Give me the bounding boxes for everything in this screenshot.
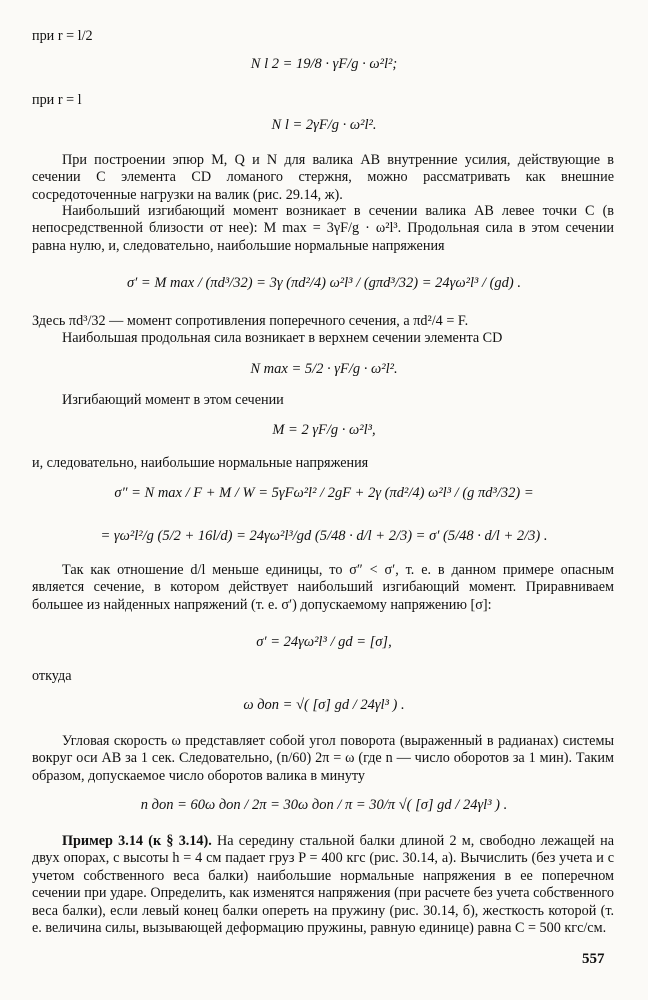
paragraph-max-moment: Наибольший изгибающий момент возникает в сечении валика AB левее точки C (в непосредственной близости от нее): M max = 3γF/g · ω²l³. Продольная сила в этом сечении равна нулю, и, следовательно, наибольшие нормальные напряжения (32, 203, 614, 254)
formula-sigma-double-prime: σ″ = N max / F + M / W = 5γFω²l² / 2gF + 2γ (πd²/4) ω²l³ / (g πd³/32) = (114, 485, 534, 501)
paragraph-bending-moment: Изгибающий момент в этом сечении (62, 392, 284, 408)
paragraph-max-normal-stress: и, следовательно, наибольшие нормальные напряжения (32, 455, 369, 471)
formula-m: M = 2 γF/g · ω²l³, (272, 422, 376, 438)
formula-n-max: N max = 5/2 · γF/g · ω²l². (250, 361, 398, 377)
page-number: 557 (582, 951, 605, 967)
paragraph-section-modulus: Здесь πd³/32 — момент сопротивления поперечного сечения, а πd²/4 = F. (32, 313, 469, 329)
condition-r-half: при r = l/2 (32, 28, 93, 44)
formula-sigma-double-prime-cont: = γω²l²/g (5/2 + 16l/d) = 24γω²l³/gd (5/48 · d/l + 2/3) = σ′ (5/48 · d/l + 2/3) . (100, 528, 548, 544)
paragraph-internal-forces: При построении эпюр M, Q и N для валика AB внутренние усилия, действующие в сечении C элемента CD ломаного стержня, можно рассматривать как внешние сосредоточенные нагрузки на валик (рис. 29.14, ж). (32, 152, 614, 203)
formula-sigma-prime: σ′ = M max / (πd³/32) = 3γ (πd²/4) ω²l³ / (gπd³/32) = 24γω²l³ / (gd) . (126, 275, 522, 291)
formula-n-l2: N l 2 = 19/8 · γF/g · ω²l²; (250, 56, 398, 72)
paragraph-max-axial: Наибольшая продольная сила возникает в верхнем сечении элемента CD (62, 330, 503, 346)
example-text: На середину стальной балки длиной 2 м, свободно лежащей на двух опорах, с высоты h = 4 см падает груз P = 400 кгс (рис. 30.14, а). Вычислить (без учета и с учетом собственного веса балки) наибольшие нормальные напряжения в ее поперечном сечении при ударе. Определить, как изменятся напряжения (при расчете без учета собственного веса балки), если левый конец балки опереть на пружину (рис. 30.14, б), жесткость которой (т. е. величина силы, вызывающей деформацию пружины, равную единице) равна C = 500 кгс/см. (32, 833, 614, 937)
example-title: Пример 3.14 (к § 3.14). (62, 833, 212, 849)
example-3-14 (32, 833, 614, 937)
formula-omega-allowable: ω доп = √( [σ] gd / 24γl³ ) . (243, 697, 405, 713)
formula-n-allowable: n доп = 60ω доп / 2π = 30ω доп / π = 30/π √( [σ] gd / 24γl³ ) . (140, 797, 508, 813)
paragraph-angular-velocity: Угловая скорость ω представляет собой угол поворота (выраженный в радианах) системы вокруг оси AB за 1 сек. Следовательно, (n/60) 2π = ω (где n — число оборотов за 1 мин). Таким образом, допускаемое число оборотов валика в минуту (32, 733, 614, 784)
word-whence: откуда (32, 668, 72, 684)
condition-r-l: при r = l (32, 92, 82, 108)
formula-n-l: N l = 2γF/g · ω²l². (271, 117, 377, 133)
formula-allowable-stress: σ′ = 24γω²l³ / gd = [σ], (256, 634, 392, 650)
paragraph-ratio: Так как отношение d/l меньше единицы, то σ″ < σ′, т. е. в данном примере опасным является сечение, в котором действует наибольший изгибающий момент. Приравниваем большее из найденных напряжений (т. е. σ′) допускаемому напряжению [σ]: (32, 562, 614, 613)
